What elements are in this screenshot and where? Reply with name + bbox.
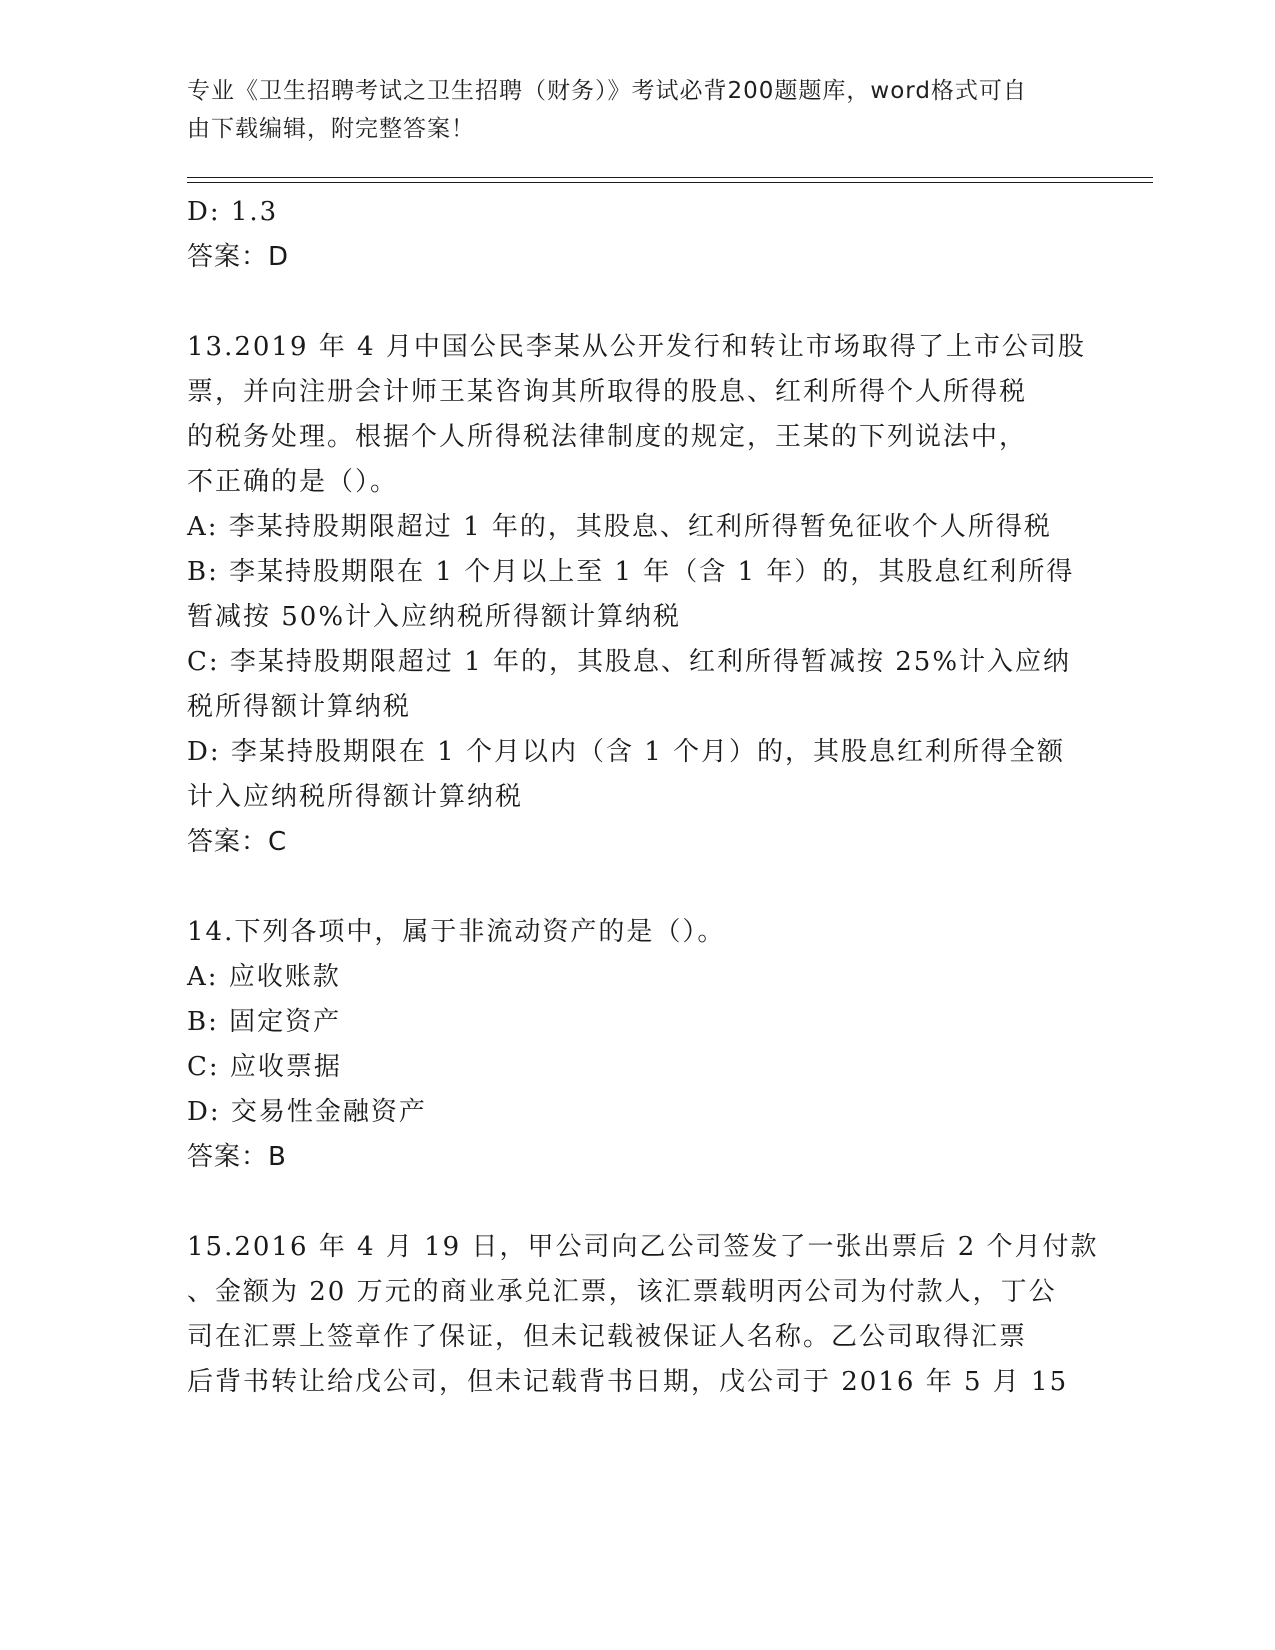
option-b: B: 李某持股期限在 1 个月以上至 1 年（含 1 年）的，其股息红利所得 bbox=[187, 557, 1075, 587]
question-12-tail bbox=[187, 190, 1067, 280]
question-stem-line: 、金额为 20 万元的商业承兑汇票，该汇票载明丙公司为付款人，丁公 bbox=[187, 1277, 1057, 1307]
question-15 bbox=[187, 1225, 1099, 1405]
header-divider bbox=[187, 182, 1153, 183]
answer-line: 答案：C bbox=[187, 827, 288, 857]
page-header bbox=[187, 72, 1067, 148]
answer-line: 答案：B bbox=[187, 1142, 287, 1172]
option-d: D: 交易性金融资产 bbox=[187, 1097, 427, 1127]
question-list bbox=[187, 190, 1099, 1405]
option-b-cont: 暂减按 50%计入应纳税所得额计算纳税 bbox=[187, 602, 682, 632]
option-c: C: 李某持股期限超过 1 年的，其股息、红利所得暂减按 25%计入应纳 bbox=[187, 647, 1072, 677]
question-stem-line: 后背书转让给戊公司，但未记载背书日期，戊公司于 2016 年 5 月 15 bbox=[187, 1367, 1069, 1397]
header-divider bbox=[187, 177, 1153, 178]
question-stem-line: 的税务处理。根据个人所得税法律制度的规定，王某的下列说法中， bbox=[187, 422, 1028, 452]
question-stem-line: 15.2016 年 4 月 19 日，甲公司向乙公司签发了一张出票后 2 个月付款 bbox=[187, 1232, 1099, 1262]
answer-line: 答案：D bbox=[187, 242, 290, 272]
header-line: 专业《卫生招聘考试之卫生招聘（财务）》考试必背200题题库，word格式可自 bbox=[187, 78, 1027, 104]
option-d-cont: 计入应纳税所得额计算纳税 bbox=[187, 782, 524, 812]
option-a: A: 李某持股期限超过 1 年的，其股息、红利所得暂免征收个人所得税 bbox=[187, 512, 1052, 542]
option-d: D: 1.3 bbox=[187, 197, 279, 227]
question-14 bbox=[187, 910, 1067, 1180]
option-c: C: 应收票据 bbox=[187, 1052, 342, 1082]
question-stem-line: 票，并向注册会计师王某咨询其所取得的股息、红利所得个人所得税 bbox=[187, 377, 1028, 407]
question-stem-line: 13.2019 年 4 月中国公民李某从公开发行和转让市场取得了上市公司股 bbox=[187, 332, 1086, 362]
option-a: A: 应收账款 bbox=[187, 962, 341, 992]
header-line: 由下载编辑，附完整答案！ bbox=[187, 116, 475, 142]
question-stem-line: 14.下列各项中，属于非流动资产的是（）。 bbox=[187, 917, 726, 947]
question-13 bbox=[187, 325, 1086, 865]
question-stem-line: 不正确的是（）。 bbox=[187, 467, 399, 497]
question-stem-line: 司在汇票上签章作了保证，但未记载被保证人名称。乙公司取得汇票 bbox=[187, 1322, 1028, 1352]
option-c-cont: 税所得额计算纳税 bbox=[187, 692, 412, 722]
option-d: D: 李某持股期限在 1 个月以内（含 1 个月）的，其股息红利所得全额 bbox=[187, 737, 1066, 767]
option-b: B: 固定资产 bbox=[187, 1007, 342, 1037]
